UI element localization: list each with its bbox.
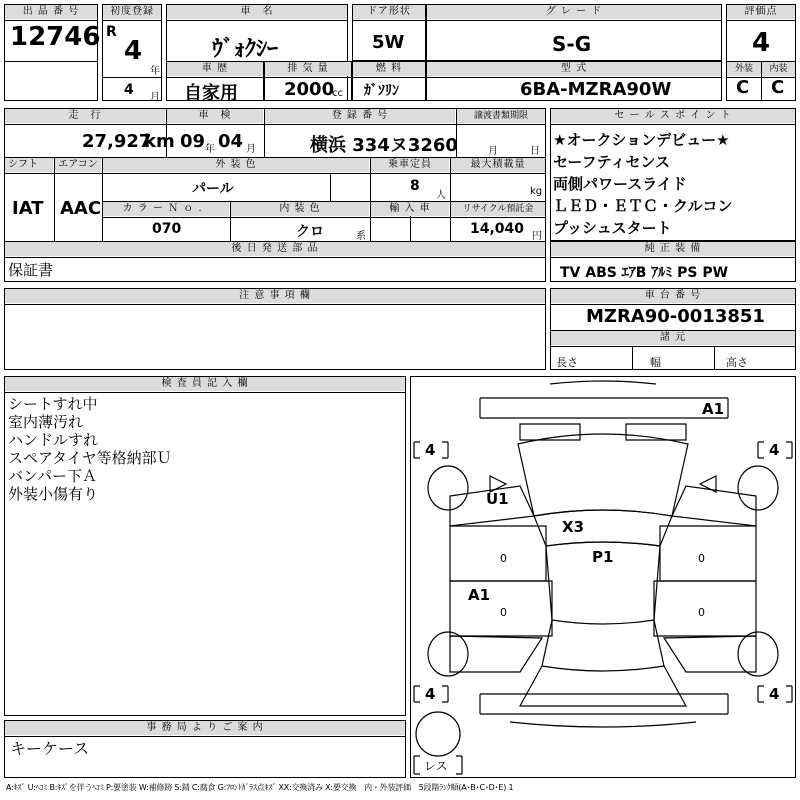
length-label: 長さ bbox=[556, 356, 578, 369]
yen-unit: 円 bbox=[532, 231, 542, 242]
door-type: 5W bbox=[372, 32, 405, 53]
tire-rear-right: 4 bbox=[769, 685, 780, 703]
genuine-label: 純 正 装 備 bbox=[551, 242, 795, 256]
color-no: 070 bbox=[152, 221, 182, 237]
month-unit: 月 bbox=[150, 92, 160, 103]
genuine-equipment: TV ABS ｴｱB ｱﾙﾐ PS PW bbox=[560, 265, 729, 281]
grade: S-G bbox=[552, 32, 592, 56]
note-6: 外装小傷有り bbox=[8, 485, 99, 503]
transfer-day-unit: 日 bbox=[530, 146, 540, 157]
spare-tire: レス bbox=[424, 759, 448, 773]
note-5: バンパー下Ａ bbox=[8, 467, 97, 485]
note-1: シートすれ中 bbox=[8, 395, 98, 413]
capacity-label: 乗車定員 bbox=[371, 158, 449, 172]
car-name-label: 車 名 bbox=[167, 5, 347, 19]
km-unit: km bbox=[144, 131, 175, 152]
note-3: ハンドルすれ bbox=[8, 431, 99, 449]
sales-points-label: セ ー ル ス ポ イ ン ト bbox=[551, 109, 795, 123]
sales-point-4: ＬＥＤ・ＥＴＣ・クルコン bbox=[553, 197, 733, 215]
mark-windshield: X3 bbox=[562, 518, 585, 536]
recycle-fee: 14,040 bbox=[470, 221, 525, 237]
transfer-label: 譲渡書類期限 bbox=[457, 109, 545, 123]
reg-no-label: 登 録 番 号 bbox=[265, 109, 455, 123]
width-label: 幅 bbox=[650, 356, 661, 369]
era: R bbox=[106, 24, 117, 40]
transfer-month-unit: 月 bbox=[488, 146, 498, 157]
interior-grade: C bbox=[771, 77, 785, 98]
displacement: 2000 bbox=[284, 79, 335, 100]
ext-color: パール bbox=[192, 181, 234, 197]
registration-number: 横浜 334ヌ3260 bbox=[310, 135, 458, 156]
score-label: 評価点 bbox=[727, 5, 795, 19]
capacity: 8 bbox=[410, 178, 420, 194]
ac-label: エアコン bbox=[55, 158, 101, 172]
insp-year-unit: 年 bbox=[205, 144, 215, 155]
note-4: スペアタイヤ等格納部Ｕ bbox=[8, 449, 172, 467]
tire-front-right: 4 bbox=[769, 441, 780, 459]
mileage: 27,927 bbox=[82, 131, 152, 152]
ac: AAC bbox=[60, 198, 102, 219]
sales-point-3: 両側パワースライド bbox=[553, 175, 687, 193]
inspection-month: 04 bbox=[218, 131, 244, 152]
history: 自家用 bbox=[184, 83, 238, 104]
interior-label: 内装 bbox=[762, 62, 795, 76]
exterior-label: 外装 bbox=[727, 62, 761, 76]
int-color: クロ bbox=[296, 224, 324, 240]
office-text: キーケース bbox=[10, 739, 90, 758]
cc-unit: cc bbox=[332, 88, 343, 99]
score: 4 bbox=[752, 28, 771, 58]
tire-front-left: 4 bbox=[425, 441, 436, 459]
sales-point-1: ★オークションデビュー★ bbox=[553, 131, 730, 149]
kg-unit: kg bbox=[530, 186, 543, 197]
first-reg-label: 初度登録 bbox=[103, 5, 161, 19]
mileage-label: 走 行 bbox=[5, 109, 165, 123]
history-label: 車 歴 bbox=[167, 62, 263, 76]
shift: IAT bbox=[12, 198, 44, 219]
note-2: 室内薄汚れ bbox=[8, 413, 84, 431]
fuel: ｶﾞｿﾘﾝ bbox=[364, 83, 399, 99]
sales-point-2: セーフティセンス bbox=[553, 153, 671, 171]
first-reg-year: 4 bbox=[124, 36, 143, 66]
max-load-label: 最大積載量 bbox=[451, 158, 545, 172]
chassis-label: 車 台 番 号 bbox=[551, 289, 795, 303]
lot-number: 12746 bbox=[10, 22, 101, 52]
ext-color-label: 外 装 色 bbox=[103, 158, 369, 172]
inspection-label: 車 検 bbox=[167, 109, 263, 123]
car-diagram bbox=[410, 376, 796, 778]
sales-point-5: プッシュスタート bbox=[553, 219, 672, 237]
model-label: 型 式 bbox=[427, 62, 721, 76]
mark-left-rear-door: A1 bbox=[468, 586, 491, 604]
zero-right-front: 0 bbox=[698, 552, 705, 565]
fuel-label: 燃 料 bbox=[353, 62, 425, 76]
mark-front-bumper: A1 bbox=[702, 400, 725, 418]
inspector-label: 検 査 員 記 入 欄 bbox=[5, 377, 405, 391]
shift-label: シフト bbox=[5, 158, 53, 172]
inspection-year: 09 bbox=[180, 131, 206, 152]
door-label: ドア形状 bbox=[353, 5, 425, 19]
model: 6BA-MZRA90W bbox=[520, 79, 672, 100]
caution-label: 注 意 事 項 欄 bbox=[5, 289, 545, 303]
kei-unit: 系 bbox=[356, 231, 366, 242]
zero-left-front: 0 bbox=[500, 552, 507, 565]
legend: A:ｷｽﾞ U:ﾍｺﾐ B:ｷｽﾞを伴うﾍｺﾐ P:要塗装 W:補修跡 S:錆 C:腐食 G:ﾌﾛﾝﾄｶﾞﾗｽ点ｷｽﾞ XX:交換済み X:要交換 内・外装評価 5段階ﾗﾝｸ順(A･B･C･D･E) 1 bbox=[6, 783, 514, 792]
tire-rear-left: 4 bbox=[425, 685, 436, 703]
displacement-label: 排 気 量 bbox=[265, 62, 351, 76]
height-label: 高さ bbox=[726, 356, 748, 369]
mark-roof: P1 bbox=[592, 548, 614, 566]
import-label: 輸 入 車 bbox=[371, 202, 449, 216]
zero-right-rear: 0 bbox=[698, 606, 705, 619]
later-parts: 保証書 bbox=[8, 261, 54, 279]
first-reg-month: 4 bbox=[124, 82, 134, 98]
office-label: 事 務 局 よ り ご 案 内 bbox=[5, 721, 405, 735]
recycle-label: リサイクル預託金 bbox=[451, 202, 545, 216]
specs-label: 諸 元 bbox=[551, 331, 795, 345]
chassis-number: MZRA90-0013851 bbox=[586, 306, 765, 327]
int-color-label: 内 装 色 bbox=[231, 202, 369, 216]
color-no-label: カ ラ ー Ｎ ｏ ． bbox=[103, 202, 229, 216]
year-unit: 年 bbox=[150, 66, 160, 77]
car-name: ｳﾞｫｸｼｰ bbox=[212, 37, 279, 62]
exterior-grade: C bbox=[736, 77, 750, 98]
later-parts-label: 後 日 発 送 部 品 bbox=[5, 242, 545, 256]
insp-month-unit: 月 bbox=[246, 144, 256, 155]
person-unit: 人 bbox=[436, 190, 446, 201]
lot-number-label: 出 品 番 号 bbox=[5, 5, 97, 19]
zero-left-rear: 0 bbox=[500, 606, 507, 619]
mark-left-front-door: U1 bbox=[486, 490, 509, 508]
grade-label: グ レ ー ド bbox=[427, 5, 721, 19]
